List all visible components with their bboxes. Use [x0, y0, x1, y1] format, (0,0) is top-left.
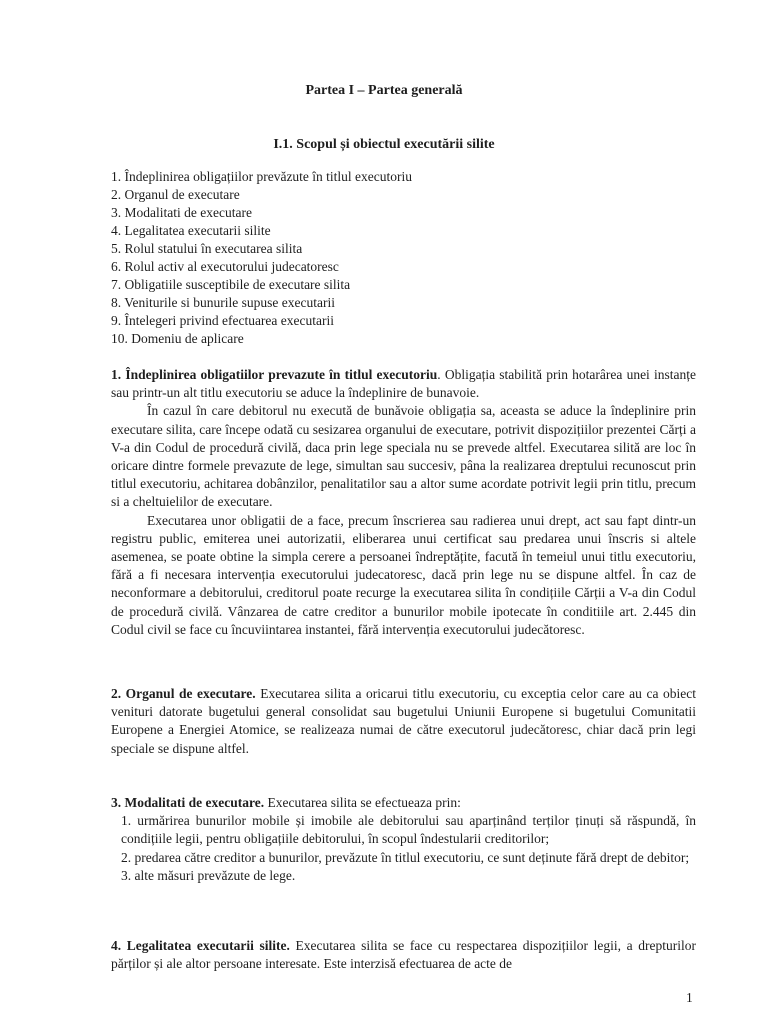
list-item: 1. urmărirea bunurilor mobile și imobile ale debitorului sau aparținând terților ținuți să răspundă, în condițiile legii, pentru obligațiile debitorului, în scopul îndestularii creditorilor; — [121, 813, 696, 847]
section-1 — [111, 366, 696, 639]
section-4-para: 4. Legalitatea executarii silite. Executarea silita se face cu respectarea dispozițiilor legii, a drepturilor părților și ale altor persoane interesate. Este interzisă efectuarea de acte de — [111, 938, 696, 972]
section-1-para-2: În cazul în care debitorul nu execută de bunăvoie obligația sa, aceasta se aduce la îndeplinire prin executare silita, care începe odată cu sesizarea organului de executare, potrivit dispozițiilor prezentei Cărți a V-a din Codul de procedură civilă, daca prin lege speciala nu se prevede altfel. Executarea silită are loc în oricare dintre formele prevazute de lege, simultan sau succesiv, pâna la realizarea dreptului recunoscut prin titlul executoriu, achitarea dobânzilor, penalitatilor sau a altor sume acordate potrivit legii prin titlu, precum si a cheltuielilor de executare. — [111, 403, 696, 510]
section-1-para-3: Executarea unor obligatii de a face, precum înscrierea sau radierea unui drept, act sau fapt dintr-un registru public, emiterea unei autorizatii, eliberarea unui certificat sau predarea unui înscris si altele asemenea, se poate obtine la simpla cerere a persoanei îndreptățite, facută în temeiul unui titlu executoriu, fără a fi necesara intervenția executorului judecatoresc, dacă prin lege nu se dispune altfel. În caz de neconformare a debitorului, creditorul poate recurge la executarea silita în condițiile Cărții a V-a din Codul de procedură civilă. Vânzarea de catre creditor a bunurilor mobile ipotecate în conditiile art. 2.445 din Codul civil se face cu încuviintarea instantei, fără intervenția executorului judecătoresc. — [111, 512, 696, 637]
section-3-heading: 3. Modalitati de executare. — [111, 795, 265, 810]
toc-item: 9. Întelegeri privind efectuarea executarii — [111, 313, 335, 328]
table-of-contents — [111, 168, 412, 348]
section-4 — [111, 937, 696, 973]
chapter-title: I.1. Scopul și obiectul executării silite — [273, 137, 495, 152]
toc-item: 6. Rolul activ al executorului judecatoresc — [111, 259, 339, 274]
section-3 — [111, 794, 696, 885]
toc-item: 5. Rolul statului în executarea silita — [111, 241, 303, 256]
section-4-heading: 4. Legalitatea executarii silite. — [111, 938, 290, 953]
toc-item: 1. Îndeplinirea obligațiilor prevăzute în titlul executoriu — [111, 169, 413, 184]
toc-item: 2. Organul de executare — [111, 187, 240, 202]
section-1-heading: 1. Îndeplinirea obligatiilor prevazute în titlul executoriu — [111, 367, 438, 382]
toc-item: 7. Obligatiile susceptibile de executare silita — [111, 277, 351, 292]
toc-item: 3. Modalitati de executare — [111, 205, 252, 220]
section-3-intro: 3. Modalitati de executare. Executarea silita se efectueaza prin: — [111, 795, 461, 810]
toc-item: 10. Domeniu de aplicare — [111, 331, 244, 346]
section-1-para-1: 1. Îndeplinirea obligatiilor prevazute în titlul executoriu. Obligația stabilită prin hotarârea unei instanțe sau printr-un alt titlu executoriu se aduce la îndeplinire de bunavoie. — [111, 367, 696, 401]
section-2 — [111, 685, 696, 758]
part-title: Partea I – Partea generală — [305, 83, 463, 98]
page-number: 1 — [686, 990, 693, 1005]
toc-item: 8. Veniturile si bunurile supuse executarii — [111, 295, 335, 310]
section-2-para: 2. Organul de executare. Executarea silita a oricarui titlu executoriu, cu exceptia celor care au ca obiect venituri datorate bugetului general consolidat sau bugetului Uniunii Europene si bugetului Comunitatii Europene a Energiei Atomice, se realizeaza numai de către executorul judecătoresc, chiar dacă prin legi speciale se dispune altfel. — [111, 686, 696, 756]
section-2-heading: 2. Organul de executare. — [111, 686, 256, 701]
toc-item: 4. Legalitatea executarii silite — [111, 223, 271, 238]
list-item: 3. alte măsuri prevăzute de lege. — [121, 867, 296, 883]
list-item: 2. predarea către creditor a bunurilor, prevăzute în titlul executoriu, ce sunt deținute fără drept de debitor; — [121, 849, 690, 865]
